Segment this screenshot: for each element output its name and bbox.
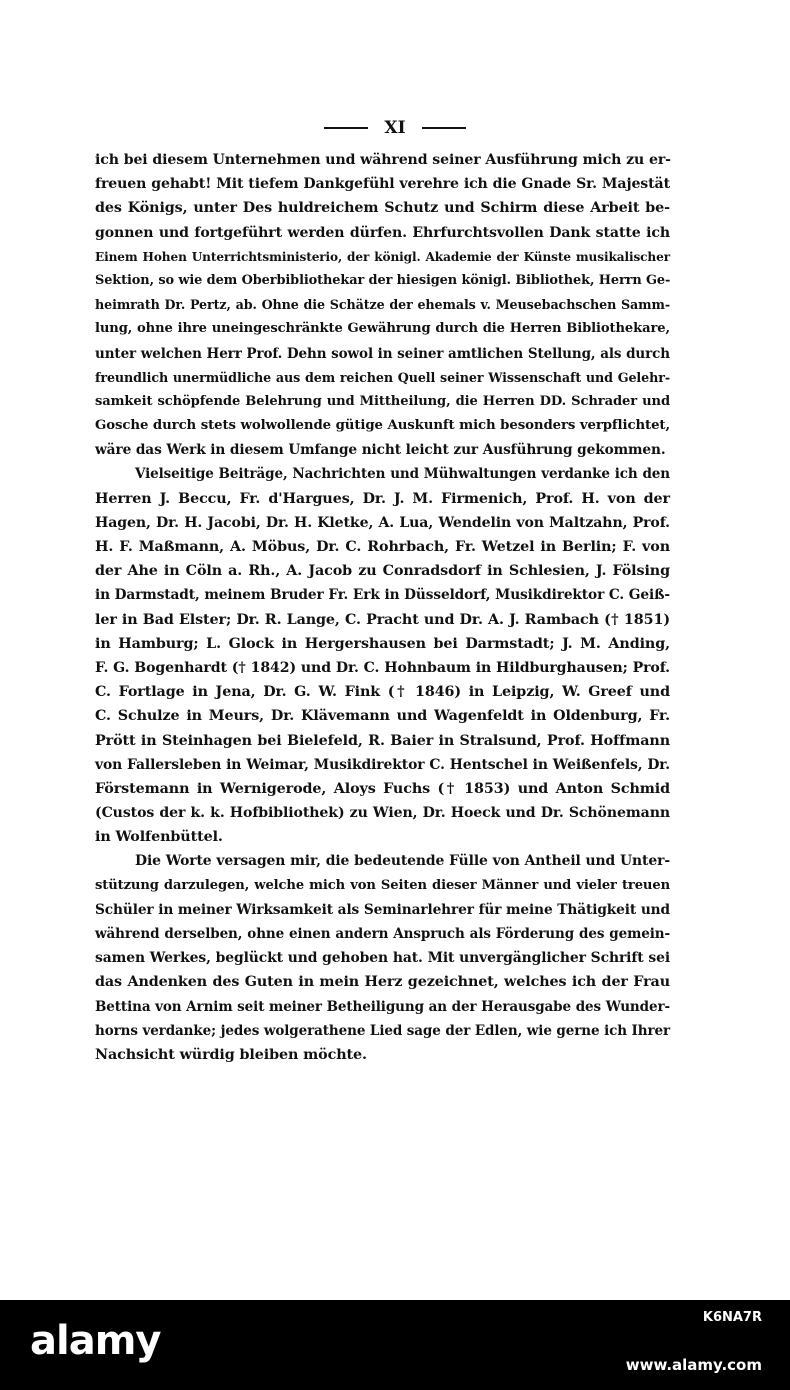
page-number: XI [384,118,406,138]
text-line: Einem Hohen Unterrichtsministerio, der königl. Akademie der Künste musikalischer [95,249,670,264]
text-line: freundlich unermüdliche aus dem reichen Quell seiner Wissenschaft und Gelehr- [95,369,670,385]
text-line: F. G. Bogenhardt († 1842) und Dr. C. Hohnbaum in Hildburghausen; Prof. [95,659,670,676]
text-line: des Königs, unter Des huldreichem Schutz und Schirm diese Arbeit be- [95,200,670,217]
text-line: Herren J. Beccu, Fr. d'Hargues, Dr. J. M. Firmenich, Prof. H. von der [95,490,670,507]
text-line: ich bei diesem Unternehmen und während seiner Ausführung mich zu er- [95,152,671,168]
text-line: während derselben, ohne einen andern Anspruch als Förderung des gemein- [95,926,670,942]
text-line: in Darmstadt, meinem Bruder Fr. Erk in Düsseldorf, Musikdirektor C. Geiß- [95,587,670,604]
text-line: Gosche durch stets wolwollende gütige Auskunft mich besonders verpflichtet, [95,418,670,434]
text-line: Vielseitige Beiträge, Nachrichten und Mühwaltungen verdanke ich den [135,466,670,483]
text-line: samen Werkes, beglückt und gehoben hat. Mit unvergänglicher Schrift sei [95,950,670,967]
watermark-url: www.alamy.com [625,1356,762,1374]
text-line: Sektion, so wie dem Oberbibliothekar der hiesigen königl. Bibliothek, Herrn Ge- [95,272,671,288]
text-line: das Andenken des Guten in mein Herz gezeichnet, welches ich der Frau [95,974,670,991]
text-line: der Ahe in Cöln a. Rh., A. Jacob zu Conradsdorf in Schlesien, J. Fölsing [95,563,670,580]
paragraph [95,849,670,1067]
paragraph [95,148,670,462]
text-line: Bettina von Arnim seit meiner Betheiligung an der Herausgabe des Wunder- [95,998,670,1015]
text-line: (Custos der k. k. Hofbibliothek) zu Wien, Dr. Hoeck und Dr. Schönemann [95,805,670,822]
text-line: Prött in Steinhagen bei Bielefeld, R. Baier in Stralsund, Prof. Hoffmann [95,732,670,749]
image-id: K6NA7R [702,1310,762,1325]
text-line: Hagen, Dr. H. Jacobi, Dr. H. Kletke, A. Lua, Wendelin von Maltzahn, Prof. [95,514,670,531]
text-line: Nachsicht würdig bleiben möchte. [95,1046,367,1063]
text-line: wäre das Werk in diesem Umfange nicht leicht zur Ausführung gekommen. [95,442,666,459]
text-line: freuen gehabt! Mit tiefem Dankgefühl verehre ich die Gnade Sr. Majestät [95,176,670,193]
text-line: Schüler in meiner Wirksamkeit als Seminarlehrer für meine Thätigkeit und [95,901,670,918]
header-rule-right [422,127,466,129]
text-line: C. Schulze in Meurs, Dr. Klävemann und Wagenfeldt in Oldenburg, Fr. [95,708,670,725]
text-line: Die Worte versagen mir, die bedeutende Fülle von Antheil und Unter- [135,853,670,870]
text-line: ler in Bad Elster; Dr. R. Lange, C. Pracht und Dr. A. J. Rambach († 1851) [95,611,670,628]
text-line: unter welchen Herr Prof. Dehn sowol in seiner amtlichen Stellung, als durch [95,345,670,362]
text-line: lung, ohne ihre uneingeschränkte Gewährung durch die Herren Bibliothekare, [95,321,670,337]
header-rule-left [324,127,368,129]
watermark-banner [0,1300,790,1390]
text-line: heimrath Dr. Pertz, ab. Ohne die Schätze der ehemals v. Meusebachschen Samm- [95,297,670,313]
text-line: Förstemann in Wernigerode, Aloys Fuchs († 1853) und Anton Schmid [95,780,670,797]
text-line: in Hamburg; L. Glock in Hergershausen bei Darmstadt; J. M. Anding, [95,635,670,652]
text-line: H. F. Maßmann, A. Möbus, Dr. C. Rohrbach, Fr. Wetzel in Berlin; F. von [95,539,670,555]
text-line: in Wolfenbüttel. [95,829,223,846]
text-line: stützung darzulegen, welche mich von Seiten dieser Männer und vieler treuen [95,877,670,893]
watermark-logo: alamy [30,1318,161,1364]
text-line: horns verdanke; jedes wolgerathene Lied sage der Edlen, wie gerne ich Ihrer [95,1022,670,1039]
text-line: von Fallersleben in Weimar, Musikdirektor C. Hentschel in Weißenfels, Dr. [95,756,670,773]
paragraph [95,462,670,849]
text-line: C. Fortlage in Jena, Dr. G. W. Fink († 1846) in Leipzig, W. Greef und [95,684,670,701]
text-line: gonnen und fortgeführt werden dürfen. Ehrfurchtsvollen Dank statte ich [95,224,670,241]
body-text [95,148,670,1067]
page-header [0,118,790,138]
text-line: samkeit schöpfende Belehrung und Mittheilung, die Herren DD. Schrader und [95,393,670,409]
